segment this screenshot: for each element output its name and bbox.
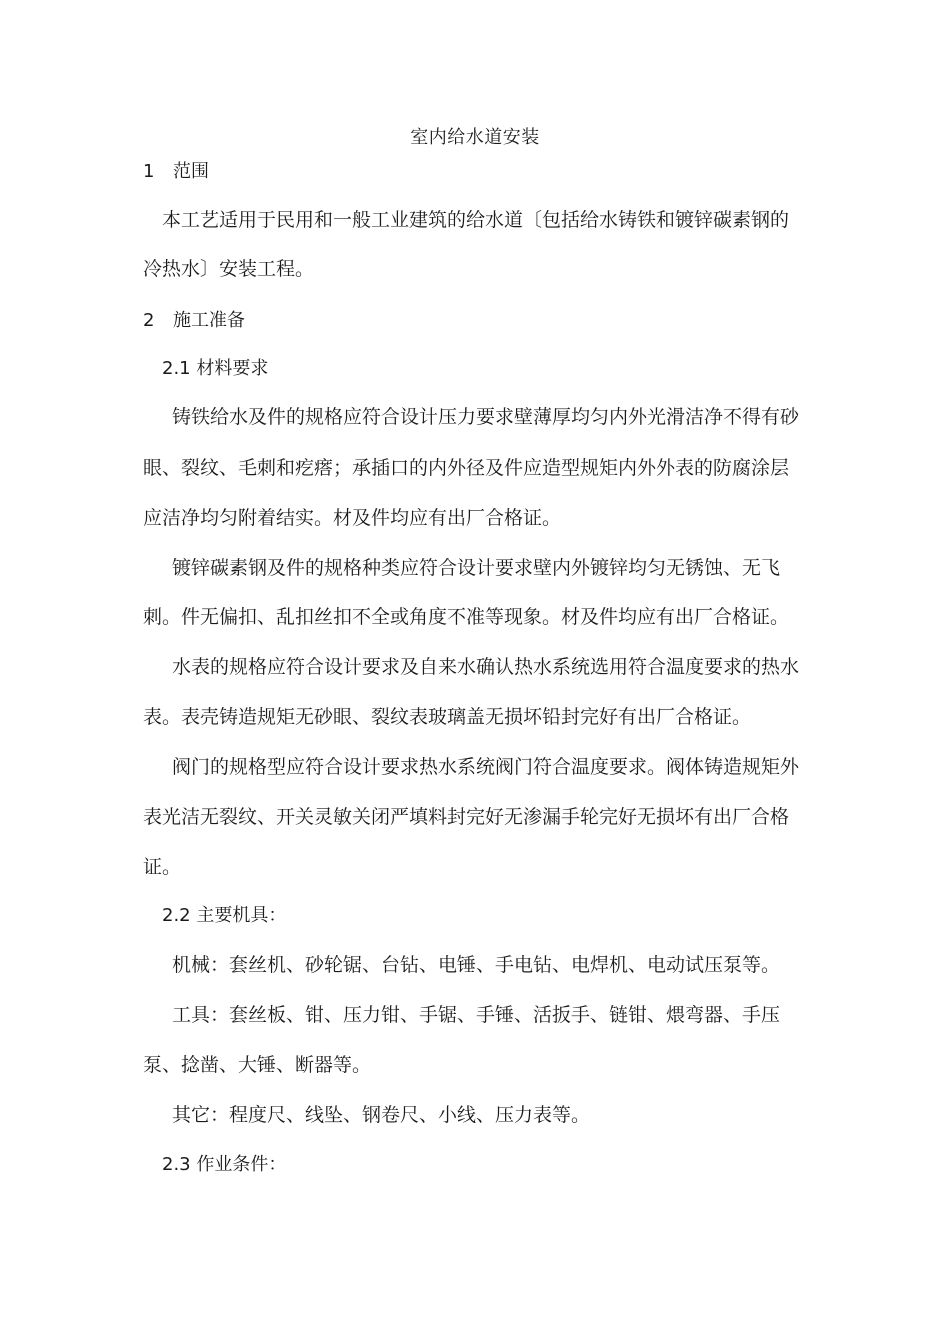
subsection-number: 2.1 — [162, 358, 191, 379]
section-2-heading — [143, 307, 245, 335]
subsection-number: 2.3 — [162, 1154, 191, 1175]
paragraph-line: 工具：套丝板、钳、压力钳、手锯、手锤、活扳手、链钳、煨弯器、手压 — [172, 1004, 781, 1026]
section-number: 2 — [143, 310, 155, 331]
paragraph-line: 其它：程度尺、线坠、钢卷尺、小线、压力表等。 — [172, 1104, 591, 1126]
paragraph-line: 冷热水〕安装工程。 — [143, 258, 315, 280]
paragraph-line: 水表的规格应符合设计要求及自来水确认热水系统选用符合温度要求的热水 — [172, 656, 800, 678]
subsection-title: 材料要求 — [196, 358, 269, 379]
section-title: 施工准备 — [173, 310, 245, 331]
subsection-title: 作业条件： — [196, 1154, 287, 1175]
paragraph-line: 应洁净均匀附着结实。材及件均应有出厂合格证。 — [143, 507, 562, 529]
subsection-title: 主要机具： — [196, 905, 287, 926]
paragraph-line: 刺。件无偏扣、乱扣丝扣不全或角度不准等现象。材及件均应有出厂合格证。 — [143, 606, 790, 628]
section-1-heading — [143, 158, 209, 186]
section-title: 范围 — [173, 161, 209, 182]
paragraph-line: 铸铁给水及件的规格应符合设计压力要求壁薄厚均匀内外光滑洁净不得有砂 — [172, 406, 800, 428]
paragraph-line: 泵、捻凿、大锤、断器等。 — [143, 1054, 372, 1076]
subsection-2-2-heading — [162, 902, 286, 930]
paragraph-line: 机械：套丝机、砂轮锯、台钻、电锤、手电钻、电焊机、电动试压泵等。 — [172, 954, 781, 976]
subsection-2-1-heading — [162, 355, 268, 383]
paragraph-line: 眼、裂纹、毛刺和疙瘩；承插口的内外径及件应造型规矩内外外表的防腐涂层 — [143, 457, 790, 479]
paragraph-line: 表光洁无裂纹、开关灵敏关闭严填料封完好无渗漏手轮完好无损坏有出厂合格 — [143, 806, 790, 828]
paragraph-line: 证。 — [143, 856, 182, 878]
paragraph-line: 镀锌碳素钢及件的规格种类应符合设计要求壁内外镀锌均匀无锈蚀、无飞 — [172, 557, 781, 579]
document-title: 室内给水道安装 — [410, 127, 540, 148]
subsection-number: 2.2 — [162, 905, 191, 926]
section-number: 1 — [143, 161, 155, 182]
subsection-2-3-heading — [162, 1151, 286, 1179]
paragraph-line: 阀门的规格型应符合设计要求热水系统阀门符合温度要求。阀体铸造规矩外 — [172, 756, 800, 778]
paragraph-line: 表。表壳铸造规矩无砂眼、裂纹表玻璃盖无损坏铅封完好有出厂合格证。 — [143, 706, 752, 728]
paragraph-line: 本工艺适用于民用和一般工业建筑的给水道〔包括给水铸铁和镀锌碳素钢的 — [162, 209, 790, 231]
